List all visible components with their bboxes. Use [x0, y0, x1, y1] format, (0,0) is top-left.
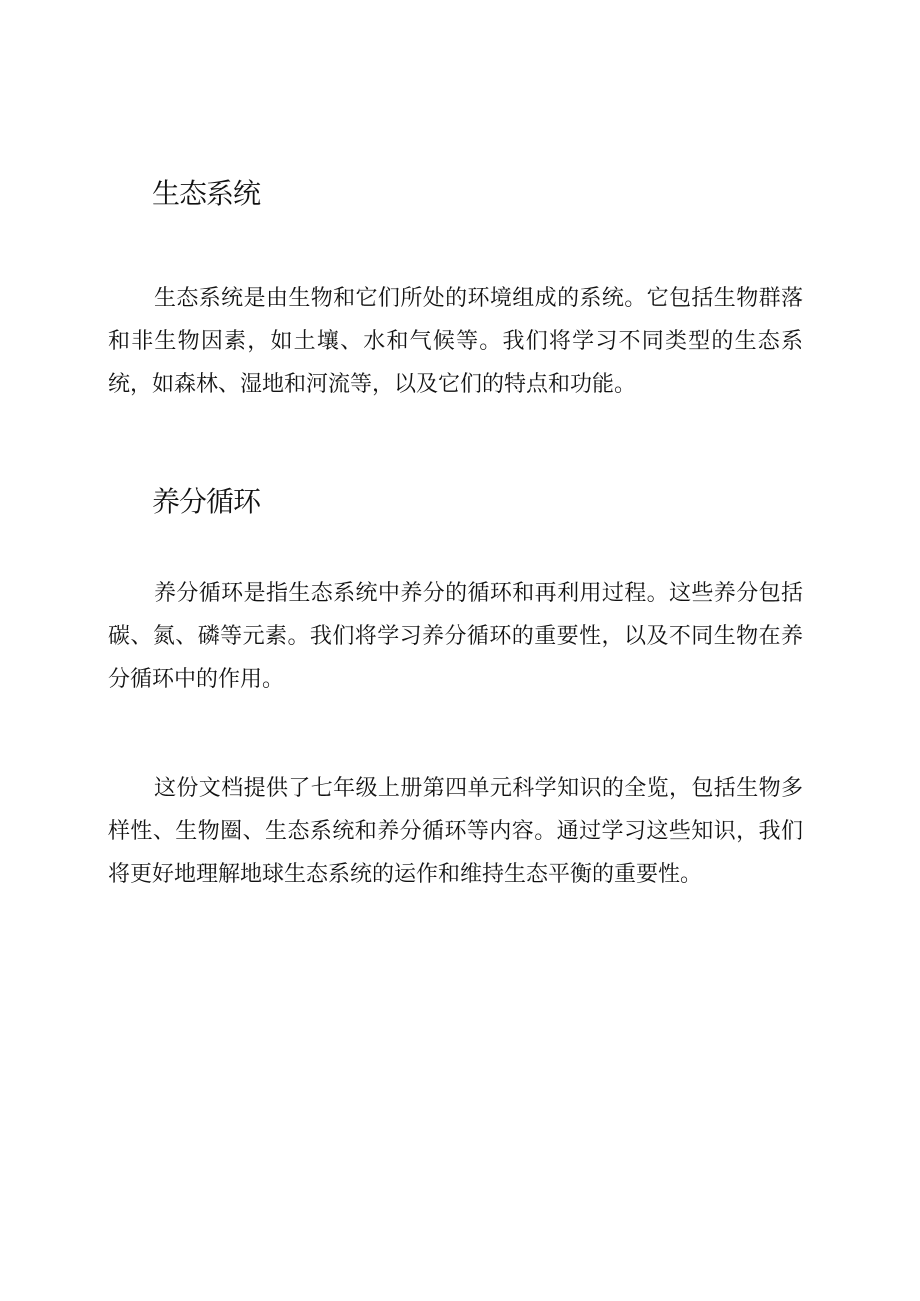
summary-paragraph: 这份文档提供了七年级上册第四单元科学知识的全览，包括生物多样性、生物圈、生态系统和养分循环等内容。通过学习这些知识，我们将更好地理解地球生态系统的运作和维持生态平衡的重要性。: [108, 776, 803, 887]
section-heading-ecosystem: 生态系统: [152, 177, 261, 210]
section-heading-nutrient-cycle: 养分循环: [152, 485, 261, 518]
paragraph-ecosystem: 生态系统是由生物和它们所处的环境组成的系统。它包括生物群落和非生物因素，如土壤、水和气候等。我们将学习不同类型的生态系统，如森林、湿地和河流等，以及它们的特点和功能。: [108, 286, 803, 397]
paragraph-nutrient-cycle: 养分循环是指生态系统中养分的循环和再利用过程。这些养分包括碳、氮、磷等元素。我们将学习养分循环的重要性，以及不同生物在养分循环中的作用。: [108, 581, 803, 692]
